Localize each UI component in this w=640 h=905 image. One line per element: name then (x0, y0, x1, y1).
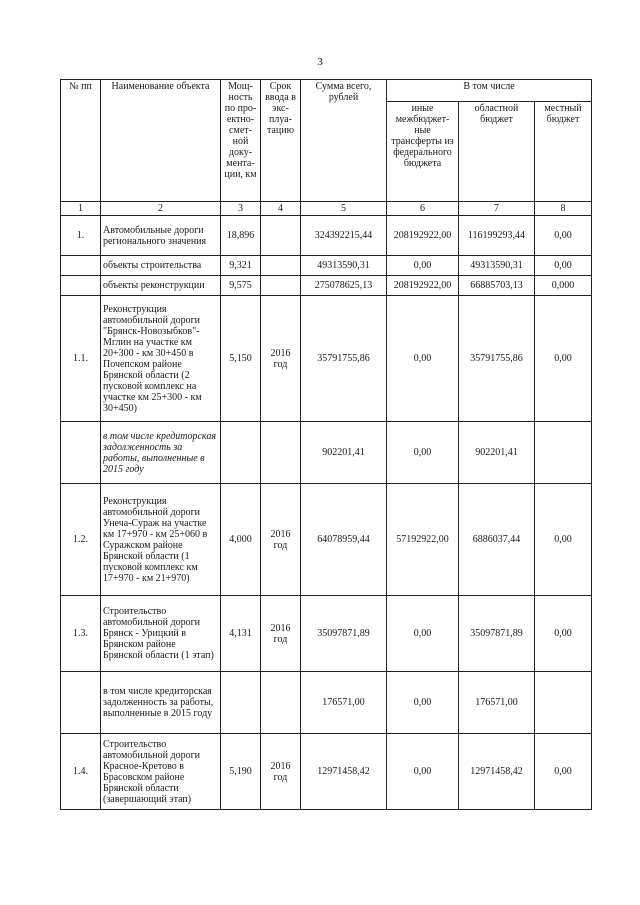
local-sum: 0,00 (535, 596, 592, 672)
table-row (61, 422, 592, 484)
row-number (61, 422, 101, 484)
total-sum: 49313590,31 (301, 256, 387, 276)
interbudget-sum: 208192922,00 (387, 276, 459, 296)
interbudget-sum: 0,00 (387, 256, 459, 276)
regional-sum: 902201,41 (459, 422, 535, 484)
header-total: Сумма всего, рублей (301, 80, 387, 202)
index-cell: 6 (387, 202, 459, 216)
row-number (61, 256, 101, 276)
power-value (221, 422, 261, 484)
interbudget-sum: 0,00 (387, 596, 459, 672)
local-sum: 0,00 (535, 484, 592, 596)
term-value: 2016 год (261, 734, 301, 810)
index-cell: 3 (221, 202, 261, 216)
table-row (61, 484, 592, 596)
regional-sum: 176571,00 (459, 672, 535, 734)
local-sum (535, 422, 592, 484)
total-sum: 12971458,42 (301, 734, 387, 810)
page-number: 3 (317, 56, 323, 68)
local-sum: 0,00 (535, 216, 592, 256)
object-name: Автомобильные дороги регионального значения (101, 216, 221, 256)
power-value: 5,150 (221, 296, 261, 422)
regional-sum: 66885703,13 (459, 276, 535, 296)
regional-sum: 116199293,44 (459, 216, 535, 256)
row-number: 1.1. (61, 296, 101, 422)
index-cell: 4 (261, 202, 301, 216)
power-value (221, 672, 261, 734)
total-sum: 176571,00 (301, 672, 387, 734)
interbudget-sum: 57192922,00 (387, 484, 459, 596)
header-name: Наименование объекта (101, 80, 221, 202)
power-value: 9,575 (221, 276, 261, 296)
table-row (61, 296, 592, 422)
header-local: местный бюджет (535, 102, 592, 202)
local-sum (535, 672, 592, 734)
term-value (261, 672, 301, 734)
total-sum: 35097871,89 (301, 596, 387, 672)
local-sum: 0,00 (535, 734, 592, 810)
term-value: 2016 год (261, 596, 301, 672)
index-cell: 8 (535, 202, 592, 216)
regional-sum: 35791755,86 (459, 296, 535, 422)
header-no: № пп (61, 80, 101, 202)
table-row (61, 276, 592, 296)
term-value (261, 276, 301, 296)
table-row (61, 216, 592, 256)
row-number: 1. (61, 216, 101, 256)
total-sum: 35791755,86 (301, 296, 387, 422)
header-interbudget: иные межбюджет-ные трансферты из федерального бюджета (387, 102, 459, 202)
object-name: Реконструкция автомобильной дороги Унеча-Сураж на участке км 17+970 - км 25+060 в Суражском районе Брянской области (1 пусковой комплекс км 17+970 - км 21+970) (101, 484, 221, 596)
regional-sum: 12971458,42 (459, 734, 535, 810)
term-value: 2016 год (261, 484, 301, 596)
total-sum: 902201,41 (301, 422, 387, 484)
interbudget-sum: 0,00 (387, 422, 459, 484)
regional-sum: 6886037,44 (459, 484, 535, 596)
index-cell: 2 (101, 202, 221, 216)
row-number: 1.3. (61, 596, 101, 672)
term-value (261, 256, 301, 276)
power-value: 5,190 (221, 734, 261, 810)
table-row (61, 734, 592, 810)
row-number (61, 672, 101, 734)
index-cell: 7 (459, 202, 535, 216)
object-name: в том числе кредиторская задолженность за работы, выполненные в 2015 году (101, 422, 221, 484)
interbudget-sum: 0,00 (387, 734, 459, 810)
header-regional: областной бюджет (459, 102, 535, 202)
power-value: 4,131 (221, 596, 261, 672)
object-name: Строительство автомобильной дороги Красное-Кретово в Брасовском районе Брянской области (завершающий этап) (101, 734, 221, 810)
budget-table (60, 79, 592, 810)
regional-sum: 49313590,31 (459, 256, 535, 276)
total-sum: 64078959,44 (301, 484, 387, 596)
row-number: 1.4. (61, 734, 101, 810)
total-sum: 324392215,44 (301, 216, 387, 256)
local-sum: 0,00 (535, 296, 592, 422)
local-sum: 0,00 (535, 256, 592, 276)
object-name: объекты реконструкции (101, 276, 221, 296)
term-value (261, 216, 301, 256)
object-name: в том числе кредиторская задолженность за работы, выполненные в 2015 году (101, 672, 221, 734)
header-including: В том числе (387, 80, 592, 102)
interbudget-sum: 0,00 (387, 672, 459, 734)
column-index-row (61, 202, 592, 216)
term-value (261, 422, 301, 484)
object-name: Строительство автомобильной дороги Брянск - Урицкий в Брянском районе Брянской области (1 этап) (101, 596, 221, 672)
total-sum: 275078625,13 (301, 276, 387, 296)
object-name: Реконструкция автомобильной дороги "Брянск-Новозыбков"-Мглин на участке км 20+300 - км 30+450 в Почепском районе Брянской области (2 пусковой комплекс на участке км 25+300 - км 30+450) (101, 296, 221, 422)
table-row (61, 256, 592, 276)
table-row (61, 672, 592, 734)
power-value: 4,000 (221, 484, 261, 596)
local-sum: 0,000 (535, 276, 592, 296)
index-cell: 1 (61, 202, 101, 216)
power-value: 9,321 (221, 256, 261, 276)
regional-sum: 35097871,89 (459, 596, 535, 672)
header-term: Срок ввода в экс-плуа-тацию (261, 80, 301, 202)
power-value: 18,896 (221, 216, 261, 256)
table-row (61, 596, 592, 672)
object-name: объекты строительства (101, 256, 221, 276)
interbudget-sum: 208192922,00 (387, 216, 459, 256)
row-number (61, 276, 101, 296)
row-number: 1.2. (61, 484, 101, 596)
term-value: 2016 год (261, 296, 301, 422)
interbudget-sum: 0,00 (387, 296, 459, 422)
header-power: Мощ-ность по про-ектно-смет-ной доку-мента-ции, км (221, 80, 261, 202)
index-cell: 5 (301, 202, 387, 216)
